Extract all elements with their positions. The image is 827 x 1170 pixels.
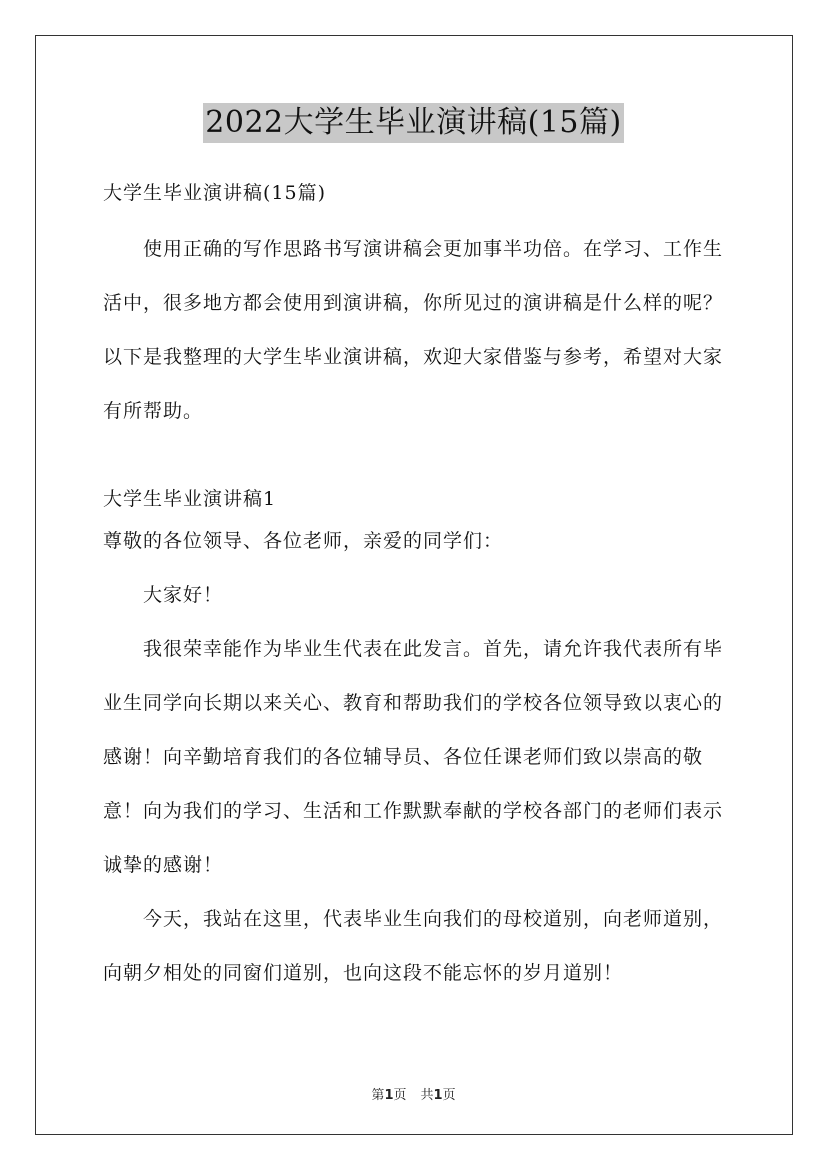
salutation: 尊敬的各位领导、各位老师，亲爱的同学们： (103, 530, 504, 552)
page-current: 1 (384, 1088, 394, 1103)
page-total: 1 (433, 1088, 443, 1103)
total-suffix: 页 (442, 1088, 456, 1103)
document-title-text: 2022大学生毕业演讲稿(15篇) (203, 103, 623, 143)
speech-paragraph-2: 今天，我站在这里，代表毕业生向我们的母校道别，向老师道别，向朝夕相处的同窗们道别，也向这段不能忘怀的岁月道别！ (103, 908, 724, 984)
page-suffix: 页 (393, 1088, 407, 1103)
page-footer (0, 1084, 827, 1103)
page-prefix: 第 (371, 1088, 385, 1103)
document-body (103, 178, 735, 1000)
intro-paragraph: 使用正确的写作思路书写演讲稿会更加事半功倍。在学习、工作生活中，很多地方都会使用到演讲稿，你所见过的演讲稿是什么样的呢？以下是我整理的大学生毕业演讲稿，欢迎大家借鉴与参考，希望对大家有所帮助。 (103, 238, 724, 422)
document-subtitle: 大学生毕业演讲稿(15篇) (103, 182, 327, 204)
document-title (0, 103, 827, 143)
speech-paragraph-1: 我很荣幸能作为毕业生代表在此发言。首先，请允许我代表所有毕业生同学向长期以来关心、教育和帮助我们的学校各位领导致以衷心的感谢！向辛勤培育我们的各位辅导员、各位任课老师们致以崇高的敬意！向为我们的学习、生活和工作默默奉献的学校各部门的老师们表示诚挚的感谢！ (103, 638, 724, 876)
section-heading: 大学生毕业演讲稿1 (103, 488, 277, 510)
greeting: 大家好！ (143, 584, 224, 606)
total-prefix: 共 (420, 1088, 434, 1103)
